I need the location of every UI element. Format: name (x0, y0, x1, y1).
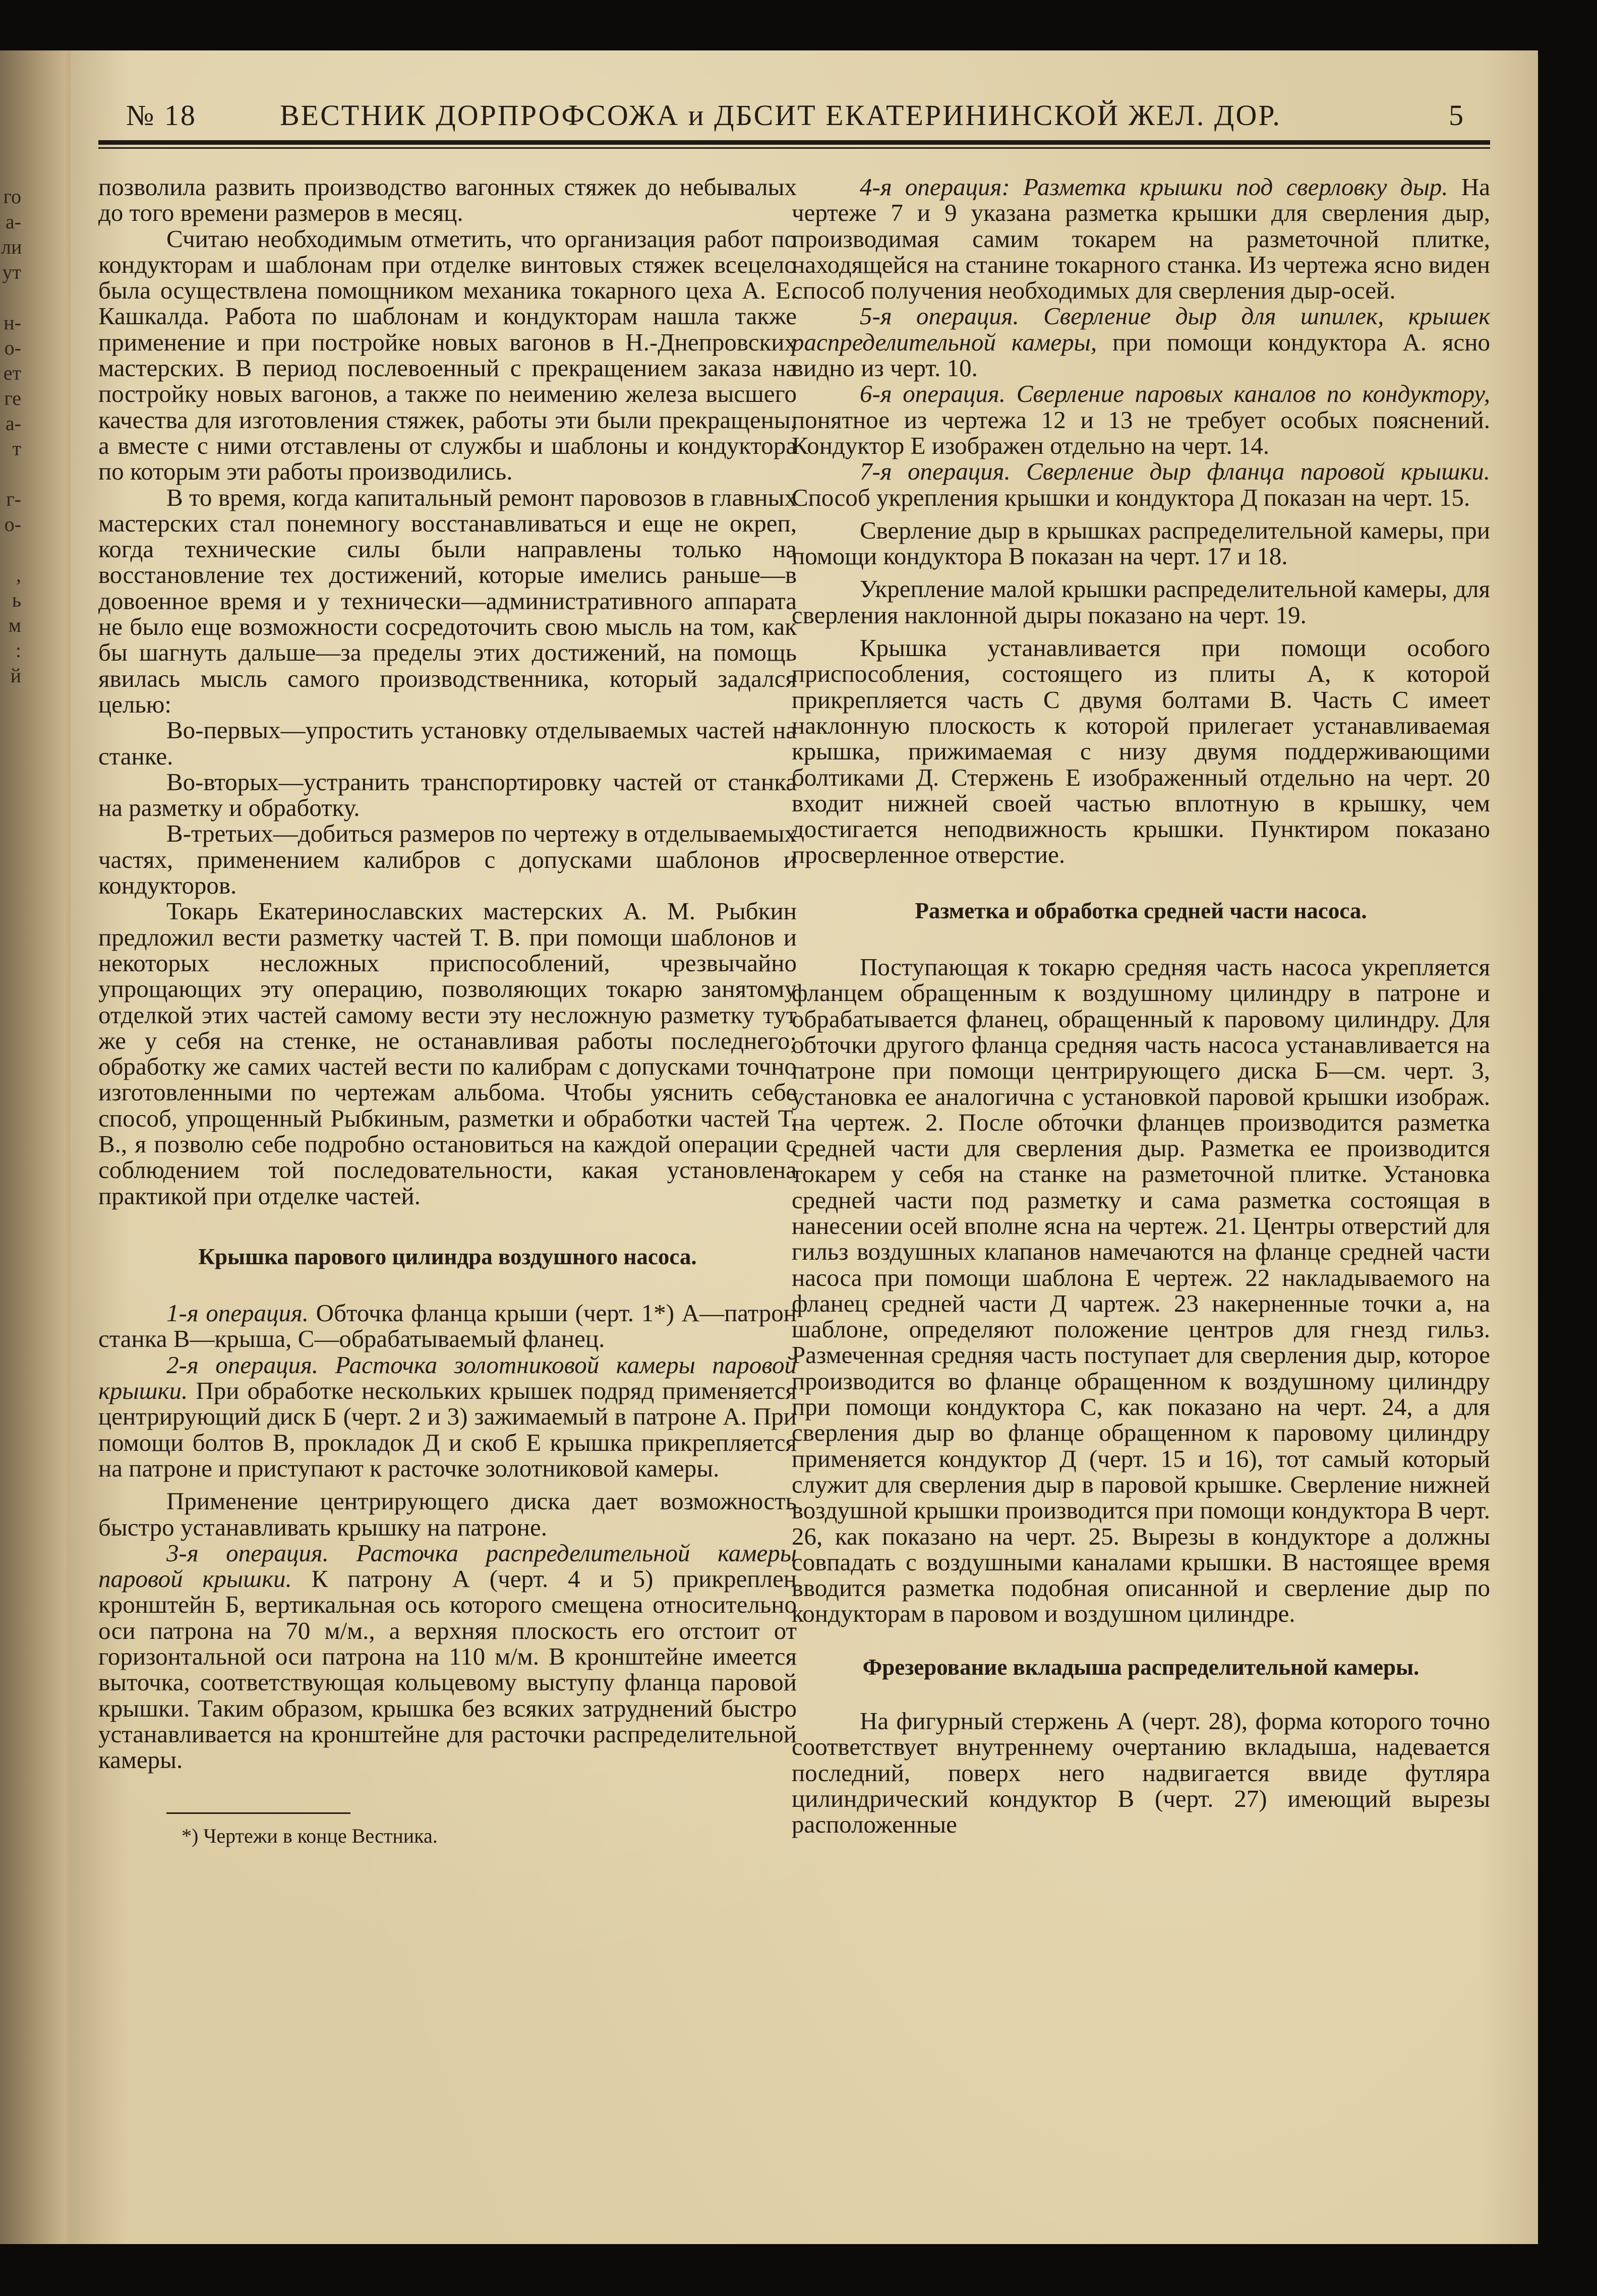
journal-title: ВЕСТНИК ДОРПРОФСОЖА и ДБСИТ ЕКАТЕРИНИНСКОЙ ЖЕЛ. ДОР. (280, 99, 1281, 132)
operation-text: понятное из чертежа 12 и 13 не требует особых пояснений. Кондуктор Е изображен отдельно на черт. 14. (792, 405, 1490, 459)
margin-fragment: : (15, 639, 21, 662)
header-rule-thick (98, 140, 1490, 145)
operation-label: 2-я операция. Расточка золотниковой камеры паровой крышки. (98, 1350, 797, 1405)
margin-fragment: ге (4, 387, 21, 409)
operation-paragraph (792, 381, 1490, 458)
operation-text: При обработке нескольких крышек подряд применяется центрирующий диск Б (черт. 2 и 3) зажимаемый в патроне А. При помощи болтов В, прокладок Д и скоб Е крышка прикрепляется на патроне и приступают к расточке золотниковой камеры. (98, 1377, 797, 1482)
page-number: 5 (1449, 99, 1465, 132)
margin-fragment: а- (5, 210, 21, 233)
paragraph: Применение центрирующего диска дает возможность быстро устанавливать крышку на патроне. (98, 1487, 797, 1541)
section-heading: Фрезерование вкладыша распределительной камеры. (862, 1654, 1419, 1680)
margin-fragment: о- (4, 513, 21, 536)
margin-fragment: т (12, 437, 21, 460)
running-header (101, 98, 1513, 141)
operation-label: 1-я операция. (166, 1299, 309, 1327)
paragraph: Укрепление малой крышки распределительной камеры, для сверления наклонной дыры показано на черт. 19. (792, 575, 1490, 629)
operation-label: 4-я операция: Разметка крышки под сверловку дыр. (860, 173, 1448, 201)
paragraph: В-третьих—добиться размеров по чертежу в отделываемых частях, применением калибров с допусками шаблонов и кондукторов. (98, 819, 797, 900)
operation-text: На чертеже 7 и 9 указана разметка крышки для сверления дыр, производимая самим токарем на разметочной плитке, находящейся на станине токарного станка. Из чертежа ясно виден способ получения необходимых для сверления дыр-осей. (792, 173, 1490, 305)
paragraph: На фигурный стержень А (черт. 28), форма которого точно соответствует внутреннему очертанию вкладыша, надевается последний, поверх него надвигается ввиде футляра цилиндрический кондуктор В (черт. 27) имеющий вырезы расположенные (792, 1707, 1490, 1839)
operation-paragraph (792, 303, 1490, 381)
margin-fragment: м (8, 614, 21, 636)
footnote-rule (166, 1812, 350, 1814)
operation-paragraph (792, 174, 1490, 303)
footnote: *) Чертежи в конце Вестника. (182, 1824, 438, 1847)
paragraph: Токарь Екатеринославских мастерских А. М. Рыбкин предложил вести разметку частей Т. В. при помощи шаблонов и некоторых несложных приспособлений, чрезвычайно упрощающих эту операцию, позволяющих токарю занятому отделкой этих частей самому вести эту несложную разметку тут же у себя на стенке, не останавливая работы последнего; обработку же самих частей вести по калибрам с допусками точно изготовленными по чертежам альбома. Чтобы уяснить себе способ, упрощенный Рыбкиным, разметки и обработки частей Т. В., я позволю себе подробно остановиться на каждой операции с соблюдением той последовательности, какая установлена практикой при отделке частей. (98, 897, 797, 1210)
paragraph: Сверление дыр в крышках распределительной камеры, при помощи кондуктора В показан на черт. 17 и 18. (792, 516, 1490, 570)
margin-fragment: ут (2, 261, 21, 283)
margin-fragment: г- (6, 488, 21, 510)
operation-label: 6-я операция. Сверление паровых каналов по кондуктору, (860, 380, 1490, 408)
operation-text: К патрону А (черт. 4 и 5) прикреплен кронштейн Б, вертикальная ось которого смещена относительно оси патрона на 70 м/м., а верхняя плоскость его отстоит от горизонтальной оси патрона на 110 м/м. В кронштейне имеется выточка, соответствующая кольцевому выступу фланца паровой крышки. Таким образом, крышка без всяких затруднений быстро устанавливается на кронштейне для расточки распределительной камеры. (98, 1565, 797, 1774)
paragraph: позволила развить производство вагонных стяжек до небывалых до того времени размеров в месяц. (98, 173, 797, 227)
issue-number: № 18 (126, 99, 197, 132)
right-column (792, 174, 1490, 1838)
margin-fragment: ь (12, 588, 21, 611)
paragraph: Во-первых—упростить установку отделываемых частей на станке. (98, 716, 797, 770)
paragraph: Считаю необходимым отметить, что организация работ по кондукторам и шаблонам при отделке винтовых стяжек всецело была осуществлена помощником механика токарного цеха А. Е. Кашкалда. Работа по шаблонам и кондукторам нашла также применение и при постройке новых вагонов в Н.-Днепровских мастерских. В период послевоенный с прекращением заказа на постройку новых вагонов, а также по неимению железа высшего качества для изготовления стяжек, работы эти были прекращены, а вместе с ними отставлены от службы и шаблоны и кондуктора по которым эти работы производились. (98, 224, 797, 486)
operation-text: Обточка фланца крыши (черт. 1*) А—патрон станка В—крыша, С—обрабатываемый фланец. (98, 1299, 797, 1353)
section-heading: Разметка и обработка средней части насоса. (915, 898, 1367, 923)
previous-page-edge (0, 50, 81, 2244)
paragraph: Крышка устанавливается при помощи особого приспособления, состоящего из плиты А, к которой прикрепляется часть С двумя болтами В. Часть С имеет наклонную плоскость к которой прилегает устанавливаемая крышка, прижимаемая с низу двумя поддерживающими болтиками Д. Стержень Е изображенный отдельно на черт. 20 входит нижней своей частью вплотную в крышку, чем достигается неподвижность крышки. Пунктиром показано просверленное отверстие. (792, 634, 1490, 869)
margin-fragment: ет (3, 362, 21, 384)
paragraph: В то время, когда капитальный ремонт паровозов в главных мастерских стал понемногу восстанавливаться и еще не окреп, когда технические силы были направлены только на восстановление тех достижений, которые имелись раньше—в довоенное время и у технически—административного аппарата не было еще возможности сосредоточить свою мысль на том, как бы шагнуть дальше—за пределы этих достижений, на помощь явилась мысль самого производственника, который задался целью: (98, 483, 797, 718)
margin-fragment: , (16, 563, 21, 586)
header-rule-thin (98, 147, 1490, 149)
margin-fragment: ли (1, 236, 22, 258)
section-heading: Крышка парового цилиндра воздушного насоса. (198, 1244, 697, 1269)
operation-paragraph (98, 1540, 797, 1773)
margin-fragment: н- (4, 311, 21, 334)
operation-paragraph (98, 1300, 797, 1352)
operation-label: 7-я операция. Сверление дыр фланца паровой крышки. (860, 457, 1490, 486)
margin-fragment: й (10, 664, 21, 687)
operation-label: 3-я операция. Расточка распределительной камеры паровой крышки. (98, 1539, 797, 1593)
operation-text: при помощи кондуктора А. ясно видно из черт. 10. (792, 328, 1490, 382)
left-column (98, 174, 797, 1849)
paragraph: Во-вторых—устранить транспортировку частей от станка на разметку и обработку. (98, 768, 797, 822)
margin-fragment: о- (4, 336, 21, 359)
operation-paragraph (98, 1352, 797, 1481)
paragraph: Поступающая к токарю средняя часть насоса укрепляется фланцем обращенным к воздушному цилиндру в патроне и обрабатывается фланец, обращенный к паровому цилиндру. Для обточки другого фланца средняя часть насоса устанавливается на патроне при помощи центрирующего диска Б—см. черт. 3, установка ее аналогична с установкой паровой крышки изображ. на чертеж. 2. После обточки фланцев производится разметка средней части для сверления дыр. Разметка ее производится токарем у себя на станке на разметочной плитке. Установка средней части под разметку и сама разметка состоящая в нанесении осей вполне ясна на чертеж. 21. Центры отверстий для гильз воздушных клапанов намечаются на фланце средней части насоса при помощи шаблона Е чертеж. 22 накладываемого на фланец средней части Д чартеж. 23 накерненные точки а, на шаблоне, определяют положение центров для гнезд гильз. Размеченная средняя часть поступает для сверления дыр, которое производится во фланце обращенном к воздушному цилиндру при помощи кондуктора С, как показано на черт. 24, а для сверления дыр во фланце обращенном к паровому цилиндру применяется кондуктор Д (черт. 15 и 16), тот самый который служит для сверления дыр в паровой крышке. Сверление нижней воздушной крышки производится при помощи кондуктора В черт. 26, как показано на черт. 25. Вырезы в кондукторе а должны совпадать с воздушными каналами крышки. В настоящее время вводится разметка подобная описанной и сверление дыр по кондукторам в паровом и воздушном цилиндре. (792, 953, 1490, 1628)
operation-label: 5-я операция. Сверление дыр для шпилек, крышек распределительной камеры, (792, 302, 1490, 356)
margin-fragment: а- (5, 412, 21, 435)
margin-fragment: го (3, 185, 21, 208)
journal-page (71, 50, 1538, 2244)
operation-text: Способ укрепления крышки и кондуктора Д показан на черт. 15. (792, 483, 1470, 511)
operation-paragraph (792, 458, 1490, 510)
